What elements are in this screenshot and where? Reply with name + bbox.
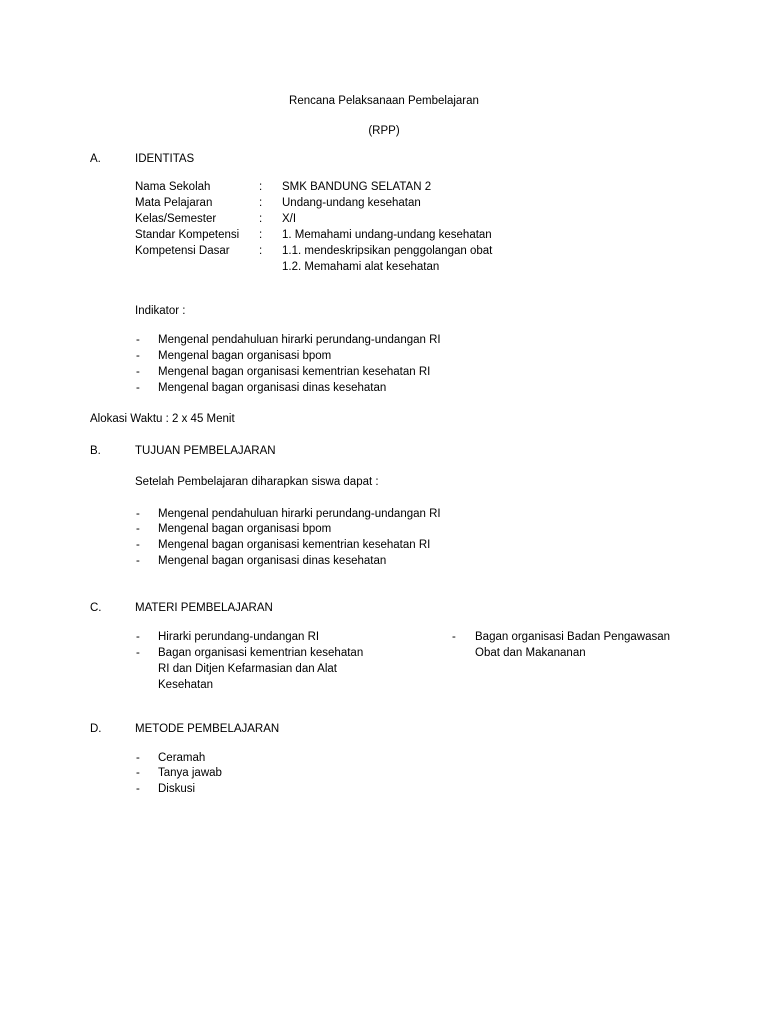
field-colon: : bbox=[259, 229, 263, 241]
bullet-dash: - bbox=[452, 631, 456, 643]
metode-item: Ceramah bbox=[158, 752, 206, 764]
bullet-dash: - bbox=[136, 382, 140, 394]
materi-item-line: Kesehatan bbox=[158, 679, 213, 691]
alokasi-waktu: Alokasi Waktu : 2 x 45 Menit bbox=[90, 413, 235, 425]
bullet-dash: - bbox=[136, 508, 140, 520]
tujuan-intro: Setelah Pembelajaran diharapkan siswa dapat : bbox=[135, 476, 379, 488]
materi-item: Hirarki perundang-undangan RI bbox=[158, 631, 320, 643]
indikator-item: Mengenal bagan organisasi kementrian kesehatan RI bbox=[158, 366, 431, 378]
bullet-dash: - bbox=[136, 555, 140, 567]
field-colon: : bbox=[259, 181, 263, 193]
materi-item-line: RI dan Ditjen Kefarmasian dan Alat bbox=[158, 663, 337, 675]
field-label-kelas-semester: Kelas/Semester bbox=[135, 213, 217, 225]
bullet-dash: - bbox=[136, 350, 140, 362]
field-label-standar-kompetensi: Standar Kompetensi bbox=[135, 229, 240, 241]
field-colon: : bbox=[259, 213, 263, 225]
bullet-dash: - bbox=[136, 334, 140, 346]
field-label-mata-pelajaran: Mata Pelajaran bbox=[135, 197, 213, 209]
field-label-nama-sekolah: Nama Sekolah bbox=[135, 181, 211, 193]
document-title: Rencana Pelaksanaan Pembelajaran bbox=[289, 95, 479, 107]
materi-item-line: Bagan organisasi kementrian kesehatan bbox=[158, 647, 364, 659]
section-a-letter: A. bbox=[90, 153, 101, 165]
field-value-kelas-semester: X/I bbox=[282, 213, 297, 225]
indikator-label: Indikator : bbox=[135, 305, 186, 317]
section-c-title: MATERI PEMBELAJARAN bbox=[135, 602, 273, 614]
metode-item: Diskusi bbox=[158, 783, 196, 795]
materi-item-line: Obat dan Makananan bbox=[475, 647, 586, 659]
materi-item-line: Bagan organisasi Badan Pengawasan bbox=[475, 631, 671, 643]
section-b-letter: B. bbox=[90, 445, 101, 457]
indikator-item: Mengenal pendahuluan hirarki perundang-undangan RI bbox=[158, 334, 441, 346]
bullet-dash: - bbox=[136, 767, 140, 779]
field-colon: : bbox=[259, 197, 263, 209]
tujuan-item: Mengenal bagan organisasi dinas kesehatan bbox=[158, 555, 387, 567]
tujuan-item: Mengenal bagan organisasi kementrian kesehatan RI bbox=[158, 539, 431, 551]
section-c-letter: C. bbox=[90, 602, 102, 614]
tujuan-item: Mengenal pendahuluan hirarki perundang-undangan RI bbox=[158, 508, 441, 520]
field-value-mata-pelajaran: Undang-undang kesehatan bbox=[282, 197, 421, 209]
bullet-dash: - bbox=[136, 523, 140, 535]
field-value-standar-kompetensi: 1. Memahami undang-undang kesehatan bbox=[282, 229, 492, 241]
section-d-letter: D. bbox=[90, 723, 102, 735]
bullet-dash: - bbox=[136, 539, 140, 551]
section-b-title: TUJUAN PEMBELAJARAN bbox=[135, 445, 276, 457]
bullet-dash: - bbox=[136, 366, 140, 378]
section-a-title: IDENTITAS bbox=[135, 153, 195, 165]
bullet-dash: - bbox=[136, 783, 140, 795]
tujuan-item: Mengenal bagan organisasi bpom bbox=[158, 523, 332, 535]
field-value-nama-sekolah: SMK BANDUNG SELATAN 2 bbox=[282, 181, 432, 193]
bullet-dash: - bbox=[136, 647, 140, 659]
field-colon: : bbox=[259, 245, 263, 257]
field-value-kompetensi-dasar-2: 1.2. Memahami alat kesehatan bbox=[282, 261, 440, 273]
metode-item: Tanya jawab bbox=[158, 767, 222, 779]
bullet-dash: - bbox=[136, 631, 140, 643]
indikator-item: Mengenal bagan organisasi dinas kesehatan bbox=[158, 382, 387, 394]
field-label-kompetensi-dasar: Kompetensi Dasar bbox=[135, 245, 230, 257]
document-subtitle: (RPP) bbox=[368, 125, 400, 137]
bullet-dash: - bbox=[136, 752, 140, 764]
section-d-title: METODE PEMBELAJARAN bbox=[135, 723, 280, 735]
indikator-item: Mengenal bagan organisasi bpom bbox=[158, 350, 332, 362]
field-value-kompetensi-dasar-1: 1.1. mendeskripsikan penggolangan obat bbox=[282, 245, 493, 257]
